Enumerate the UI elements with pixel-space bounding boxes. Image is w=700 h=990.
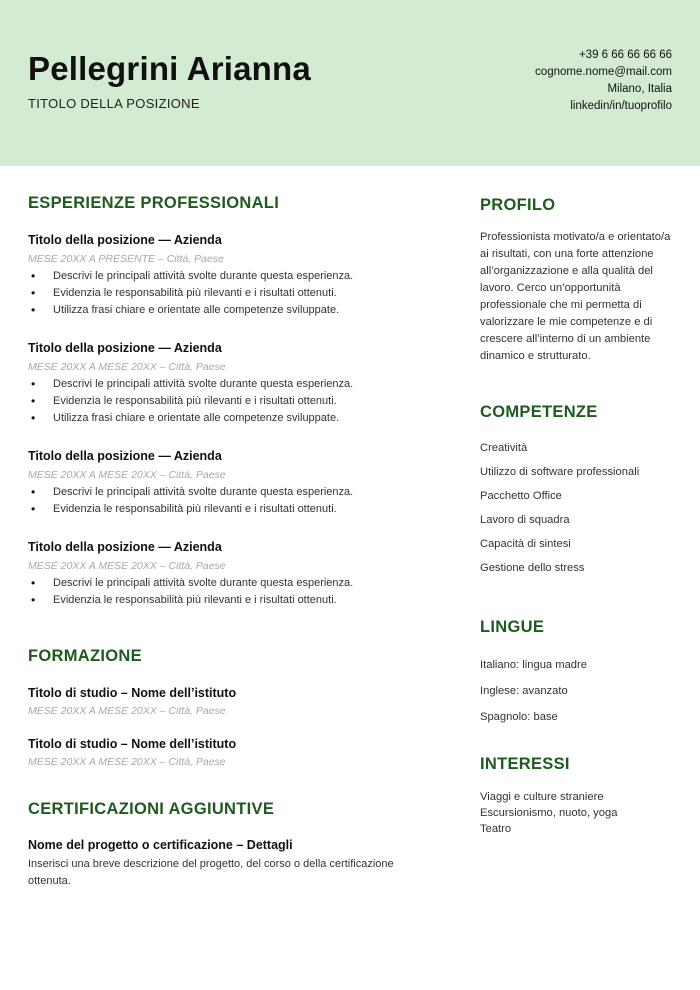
experience-title: ESPERIENZE PROFESSIONALI bbox=[28, 194, 280, 212]
job-entry bbox=[28, 341, 428, 427]
profile-text: Professionista motivato/a e orientato/a ai risultati, con una forte attenzione all’organizzazione e alla qualità del lavoro. Cerco un’opportunità professionale che mi permetta di valorizzare le mie competenze e di crescere all’interno di un ambiente dinamico e strutturato. bbox=[480, 231, 671, 362]
education-entry bbox=[28, 686, 428, 717]
interest-item: Viaggi e culture straniere bbox=[480, 791, 604, 803]
education-date: MESE 20XX A MESE 20XX – Città, Paese bbox=[28, 705, 226, 717]
language-item: Spagnolo: base bbox=[480, 711, 558, 723]
job-bullets bbox=[28, 484, 428, 518]
contact-phone: +39 6 66 66 66 66 bbox=[578, 49, 672, 61]
job-date: MESE 20XX A PRESENTE – Città, Paese bbox=[28, 253, 224, 265]
job-heading: Titolo della posizione — Azienda bbox=[28, 449, 222, 463]
languages-list bbox=[480, 659, 680, 723]
job-bullet: • Descrivi le principali attività svolte durante questa esperienza. bbox=[28, 268, 428, 285]
job-date: MESE 20XX A MESE 20XX – Città, Paese bbox=[28, 469, 226, 481]
skill-item: Utilizzo di software professionali bbox=[480, 466, 640, 478]
header-band bbox=[0, 0, 700, 166]
job-bullets bbox=[28, 575, 428, 609]
interest-item: Escursionismo, nuoto, yoga bbox=[480, 807, 618, 819]
education-entry bbox=[28, 737, 428, 768]
candidate-name: Pellegrini Arianna bbox=[28, 50, 311, 87]
job-entry bbox=[28, 449, 428, 518]
job-bullet: • Descrivi le principali attività svolte durante questa esperienza. bbox=[28, 575, 428, 592]
education-heading: Titolo di studio – Nome dell’istituto bbox=[28, 686, 237, 700]
language-item: Inglese: avanzato bbox=[480, 685, 568, 697]
job-date: MESE 20XX A MESE 20XX – Città, Paese bbox=[28, 560, 226, 572]
education-title: FORMAZIONE bbox=[28, 647, 142, 665]
contact-block bbox=[535, 47, 672, 115]
skills-list bbox=[480, 442, 680, 574]
job-entry bbox=[28, 233, 428, 319]
left-column bbox=[28, 194, 428, 890]
job-bullets bbox=[28, 268, 428, 319]
right-column bbox=[480, 196, 680, 835]
interest-item: Teatro bbox=[480, 823, 512, 835]
job-bullet: • Descrivi le principali attività svolte durante questa esperienza. bbox=[28, 484, 428, 501]
education-date: MESE 20XX A MESE 20XX – Città, Paese bbox=[28, 756, 226, 768]
job-bullet: • Evidenzia le responsabilità più rilevanti e i risultati ottenuti. bbox=[28, 393, 428, 410]
certification-description: Inserisci una breve descrizione del progetto, del corso o della certificazione ottenuta. bbox=[28, 858, 394, 887]
skill-item: Capacità di sintesi bbox=[480, 538, 571, 550]
job-bullet: • Utilizza frasi chiare e orientate alle competenze sviluppate. bbox=[28, 302, 428, 319]
education-heading: Titolo di studio – Nome dell’istituto bbox=[28, 737, 237, 751]
job-bullet: • Evidenzia le responsabilità più rilevanti e i risultati ottenuti. bbox=[28, 592, 428, 609]
job-heading: Titolo della posizione — Azienda bbox=[28, 341, 222, 355]
profile-title: PROFILO bbox=[480, 196, 556, 214]
job-bullet: • Utilizza frasi chiare e orientate alle competenze sviluppate. bbox=[28, 410, 428, 427]
interests-title: INTERESSI bbox=[480, 755, 570, 773]
job-bullet: • Descrivi le principali attività svolte durante questa esperienza. bbox=[28, 376, 428, 393]
job-heading: Titolo della posizione — Azienda bbox=[28, 233, 222, 247]
job-title: TITOLO DELLA POSIZIONE bbox=[28, 96, 200, 111]
language-item: Italiano: lingua madre bbox=[480, 659, 587, 671]
job-bullet: • Evidenzia le responsabilità più rilevanti e i risultati ottenuti. bbox=[28, 285, 428, 302]
skill-item: Lavoro di squadra bbox=[480, 514, 570, 526]
job-bullet: • Evidenzia le responsabilità più rilevanti e i risultati ottenuti. bbox=[28, 501, 428, 518]
job-bullets bbox=[28, 376, 428, 427]
interests-list bbox=[480, 791, 680, 835]
job-entry bbox=[28, 540, 428, 609]
certifications-title: CERTIFICAZIONI AGGIUNTIVE bbox=[28, 800, 275, 818]
languages-title: LINGUE bbox=[480, 618, 545, 636]
contact-email: cognome.nome@mail.com bbox=[535, 66, 672, 78]
job-date: MESE 20XX A MESE 20XX – Città, Paese bbox=[28, 361, 226, 373]
certification-heading: Nome del progetto o certificazione – Dettagli bbox=[28, 838, 293, 852]
skills-title: COMPETENZE bbox=[480, 403, 598, 421]
certification-entry bbox=[28, 838, 428, 890]
skill-item: Pacchetto Office bbox=[480, 490, 562, 502]
job-heading: Titolo della posizione — Azienda bbox=[28, 540, 222, 554]
contact-location: Milano, Italia bbox=[607, 83, 672, 95]
contact-linkedin: linkedin/in/tuoprofilo bbox=[570, 100, 672, 112]
skill-item: Gestione dello stress bbox=[480, 562, 585, 574]
skill-item: Creatività bbox=[480, 442, 528, 454]
